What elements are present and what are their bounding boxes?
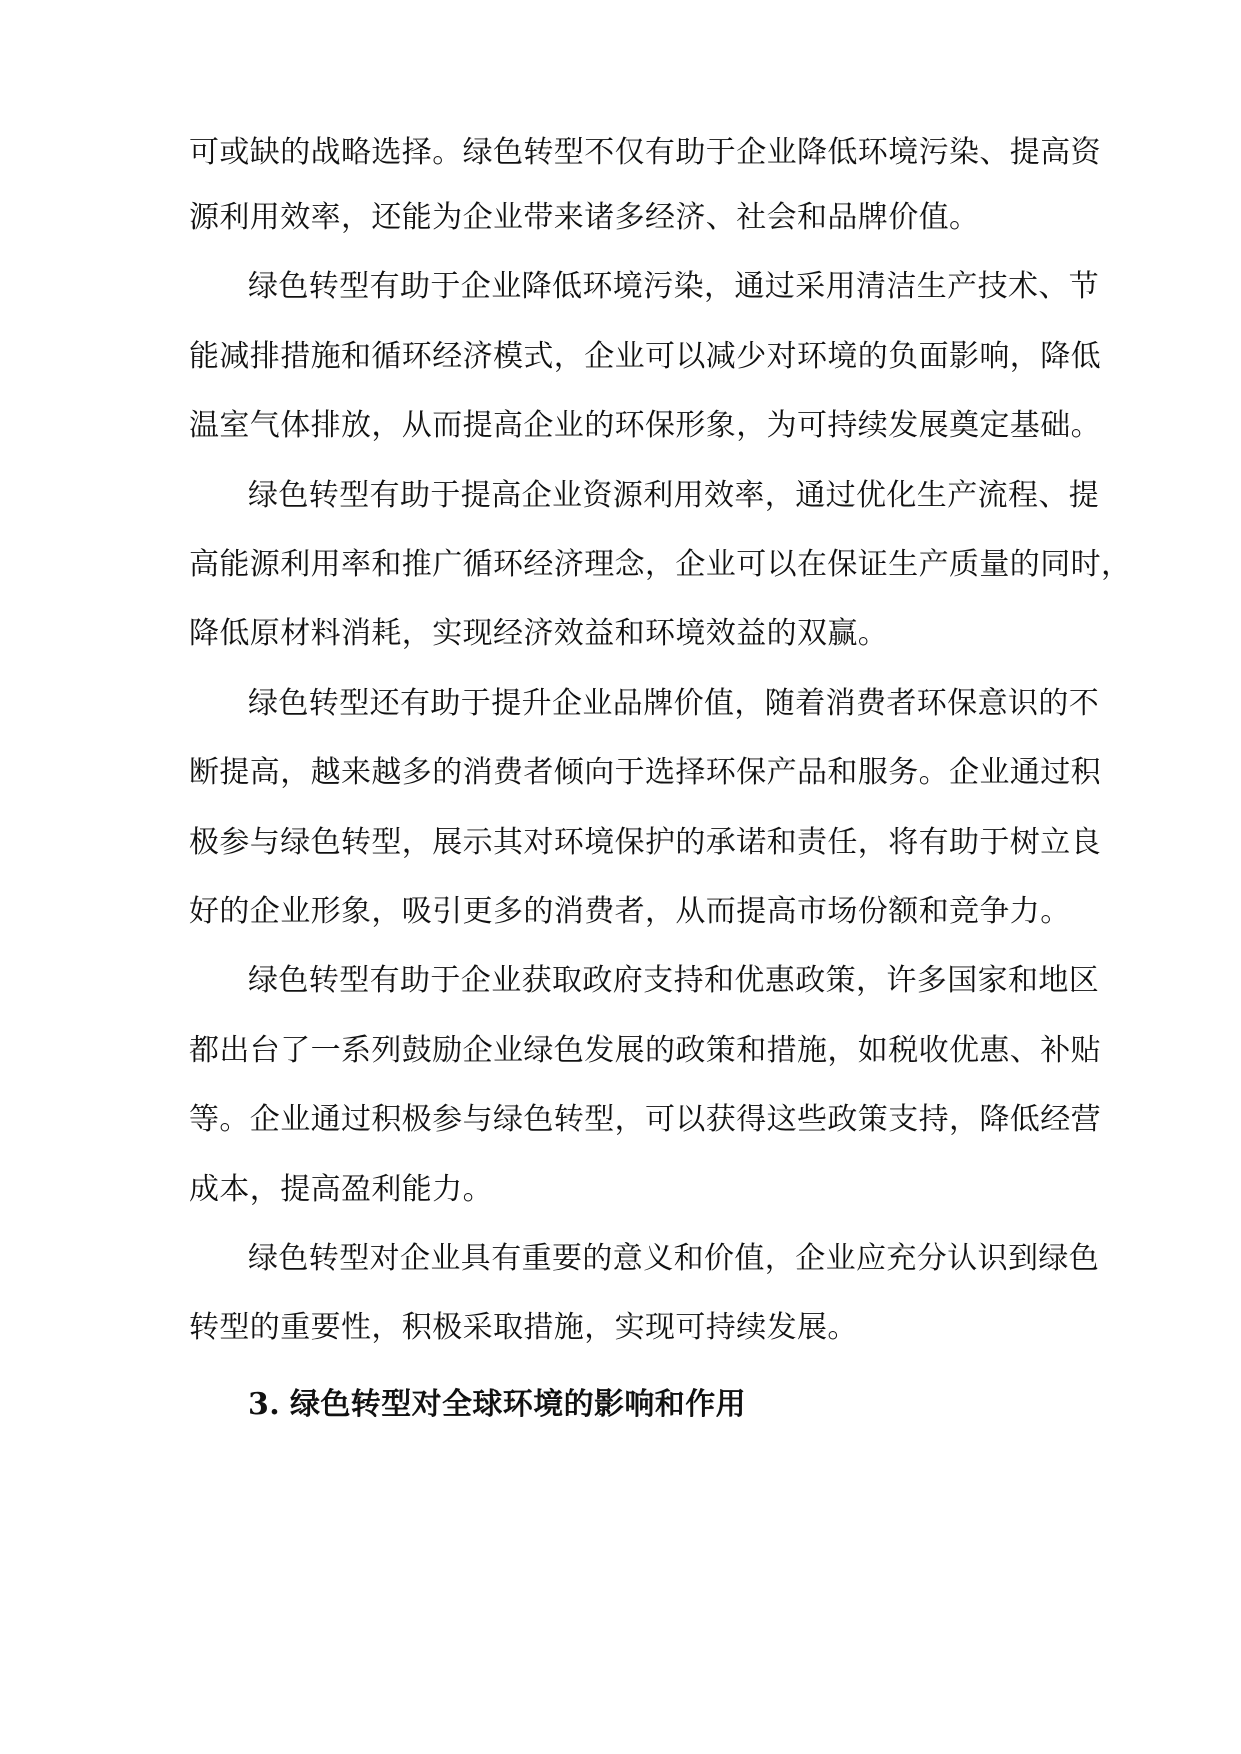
paragraph-line: 绿色转型有助于企业获取政府支持和优惠政策，许多国家和地区 — [248, 963, 1100, 998]
paragraph-line: 都出台了一系列鼓励企业绿色发展的政策和措施，如税收优惠、补贴 — [189, 1033, 1101, 1068]
paragraph-line: 高能源利用率和推广循环经济理念，企业可以在保证生产质量的同时， — [189, 547, 1132, 582]
paragraph-line: 转型的重要性，积极采取措施，实现可持续发展。 — [189, 1310, 858, 1345]
paragraph-line: 极参与绿色转型，展示其对环境保护的承诺和责任，将有助于树立良 — [189, 825, 1101, 860]
paragraph-line: 降低原材料消耗，实现经济效益和环境效益的双赢。 — [189, 616, 889, 651]
paragraph-line: 等。企业通过积极参与绿色转型，可以获得这些政策支持，降低经营 — [189, 1102, 1101, 1137]
paragraph-line: 源利用效率，还能为企业带来诸多经济、社会和品牌价值。 — [189, 200, 980, 235]
paragraph-line: 成本，提高盈利能力。 — [189, 1172, 493, 1207]
paragraph-line: 绿色转型还有助于提升企业品牌价值，随着消费者环保意识的不 — [248, 686, 1100, 721]
section-heading — [248, 1385, 746, 1425]
paragraph-line: 绿色转型有助于企业降低环境污染，通过采用清洁生产技术、节 — [248, 269, 1100, 304]
section-title: 绿色转型对全球环境的影响和作用 — [290, 1387, 746, 1422]
paragraph-line: 能减排措施和循环经济模式，企业可以减少对环境的负面影响，降低 — [189, 339, 1101, 374]
section-number: 3. — [248, 1387, 281, 1422]
paragraph-line: 绿色转型有助于提高企业资源利用效率，通过优化生产流程、提 — [248, 478, 1100, 513]
paragraph-line: 好的企业形象，吸引更多的消费者，从而提高市场份额和竞争力。 — [189, 894, 1071, 929]
paragraph-line: 断提高，越来越多的消费者倾向于选择环保产品和服务。企业通过积 — [189, 755, 1101, 790]
paragraph-line: 可或缺的战略选择。绿色转型不仅有助于企业降低环境污染、提高资 — [189, 135, 1101, 170]
paragraph-line: 温室气体排放，从而提高企业的环保形象，为可持续发展奠定基础。 — [189, 408, 1101, 443]
paragraph-line: 绿色转型对企业具有重要的意义和价值，企业应充分认识到绿色 — [248, 1241, 1100, 1276]
